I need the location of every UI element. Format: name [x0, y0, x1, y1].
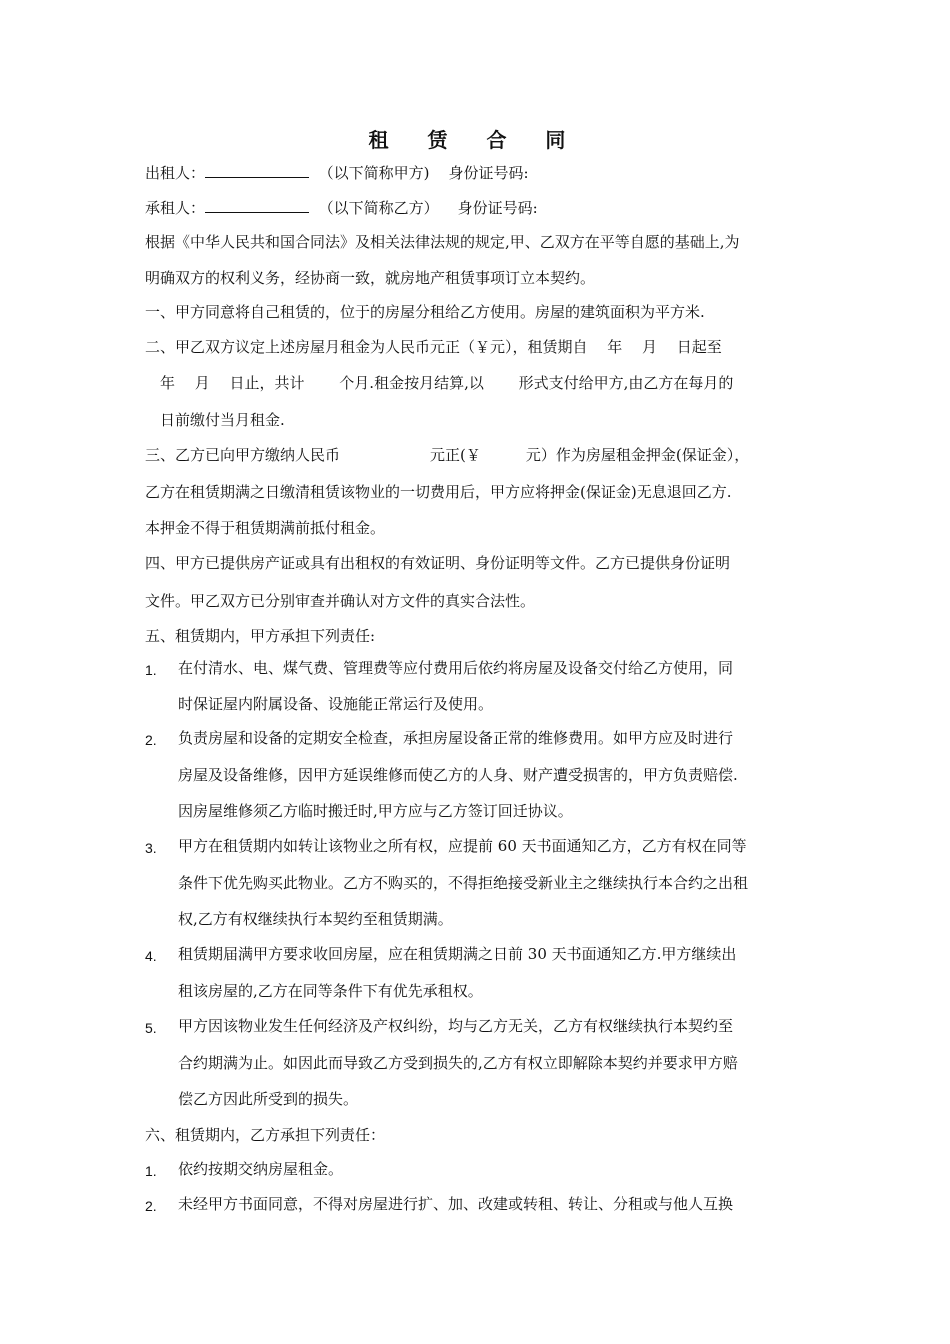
list-item-line: 租赁期届满甲方要求收回房屋，应在租赁期满之日前 30 天书面通知乙方.甲方继续出 [178, 945, 737, 963]
lessee-line [145, 198, 538, 218]
list-number: 5. [145, 1020, 157, 1036]
text-line: 一、甲方同意将自己租赁的，位于的房屋分租给乙方使用。房屋的建筑面积为平方米. [145, 303, 705, 321]
page-title: 租 赁 合 同 [368, 128, 582, 152]
text-line: 明确双方的权利义务，经协商一致，就房地产租赁事项订立本契约。 [145, 269, 596, 287]
lessor-line [145, 163, 529, 183]
text-line: 本押金不得于租赁期满前抵付租金。 [145, 519, 386, 537]
list-item-line: 依约按期交纳房屋租金。 [178, 1160, 344, 1178]
list-item-line: 条件下优先购买此物业。乙方不购买的，不得拒绝接受新业主之继续执行本合约之出租 [178, 874, 749, 892]
list-item-line: 偿乙方因此所受到的损失。 [178, 1090, 359, 1108]
list-item-line: 时保证屋内附属设备、设施能正常运行及使用。 [178, 695, 494, 713]
list-item-line: 因房屋维修须乙方临时搬迁时,甲方应与乙方签订回迁协议。 [178, 802, 573, 820]
section-heading: 五、租赁期内，甲方承担下列责任: [145, 627, 376, 645]
section-heading: 六、租赁期内，乙方承担下列责任： [145, 1126, 386, 1144]
list-number: 4. [145, 948, 157, 964]
text-line: 日前缴付当月租金. [145, 411, 285, 429]
lessor-suffix: （以下简称甲方) 身份证号码: [318, 164, 529, 182]
text-line: 二、甲乙双方议定上述房屋月租金为人民币元正（￥元），租赁期自 年 月 日起至 [145, 338, 722, 356]
list-item-line: 负责房屋和设备的定期安全检查，承担房屋设备正常的维修费用。如甲方应及时进行 [178, 729, 734, 747]
list-item-line: 合约期满为止。如因此而导致乙方受到损失的,乙方有权立即解除本契约并要求甲方赔 [178, 1054, 738, 1072]
list-item-line: 权,乙方有权继续执行本契约至租赁期满。 [178, 910, 453, 928]
text-line: 四、甲方已提供房产证或具有出租权的有效证明、身份证明等文件。乙方已提供身份证明 [145, 554, 731, 572]
list-item-line: 甲方因该物业发生任何经济及产权纠纷，均与乙方无关，乙方有权继续执行本契约至 [178, 1017, 734, 1035]
list-item-line: 租该房屋的,乙方在同等条件下有优先承租权。 [178, 982, 483, 1000]
list-item-line: 房屋及设备维修，因甲方延误维修而使乙方的人身、财产遭受损害的，甲方负责赔偿. [178, 766, 738, 784]
list-number: 2. [145, 1198, 157, 1214]
text-line: 根据《中华人民共和国合同法》及相关法律法规的规定,甲、乙双方在平等自愿的基础上,为 [145, 233, 740, 251]
text-line: 乙方在租赁期满之日缴清租赁该物业的一切费用后，甲方应将押金(保证金)无息退回乙方. [145, 483, 732, 501]
lessee-blank [205, 198, 309, 213]
list-item-line: 未经甲方书面同意，不得对房屋进行扩、加、改建或转租、转让、分租或与他人互换 [178, 1195, 734, 1213]
list-number: 3. [145, 840, 157, 856]
lessor-label: 出租人： [145, 164, 206, 182]
text-line: 年 月 日止，共计 个月.租金按月结算,以 形式支付给甲方,由乙方在每月的 [145, 374, 734, 392]
list-number: 2. [145, 732, 157, 748]
text-line: 三、乙方已向甲方缴纳人民币 元正(￥ 元）作为房屋租金押金(保证金）， [145, 446, 750, 464]
lessee-suffix: （以下简称乙方） 身份证号码: [318, 199, 538, 217]
lessor-blank [205, 163, 309, 178]
list-number: 1. [145, 1163, 157, 1179]
list-item-line: 甲方在租赁期内如转让该物业之所有权，应提前 60 天书面通知乙方，乙方有权在同等 [178, 837, 747, 855]
list-item-line: 在付清水、电、煤气费、管理费等应付费用后依约将房屋及设备交付给乙方使用，同 [178, 659, 734, 677]
lessee-label: 承租人： [145, 199, 206, 217]
list-number: 1. [145, 662, 157, 678]
text-line: 文件。甲乙双方已分别审查并确认对方文件的真实合法性。 [145, 592, 536, 610]
